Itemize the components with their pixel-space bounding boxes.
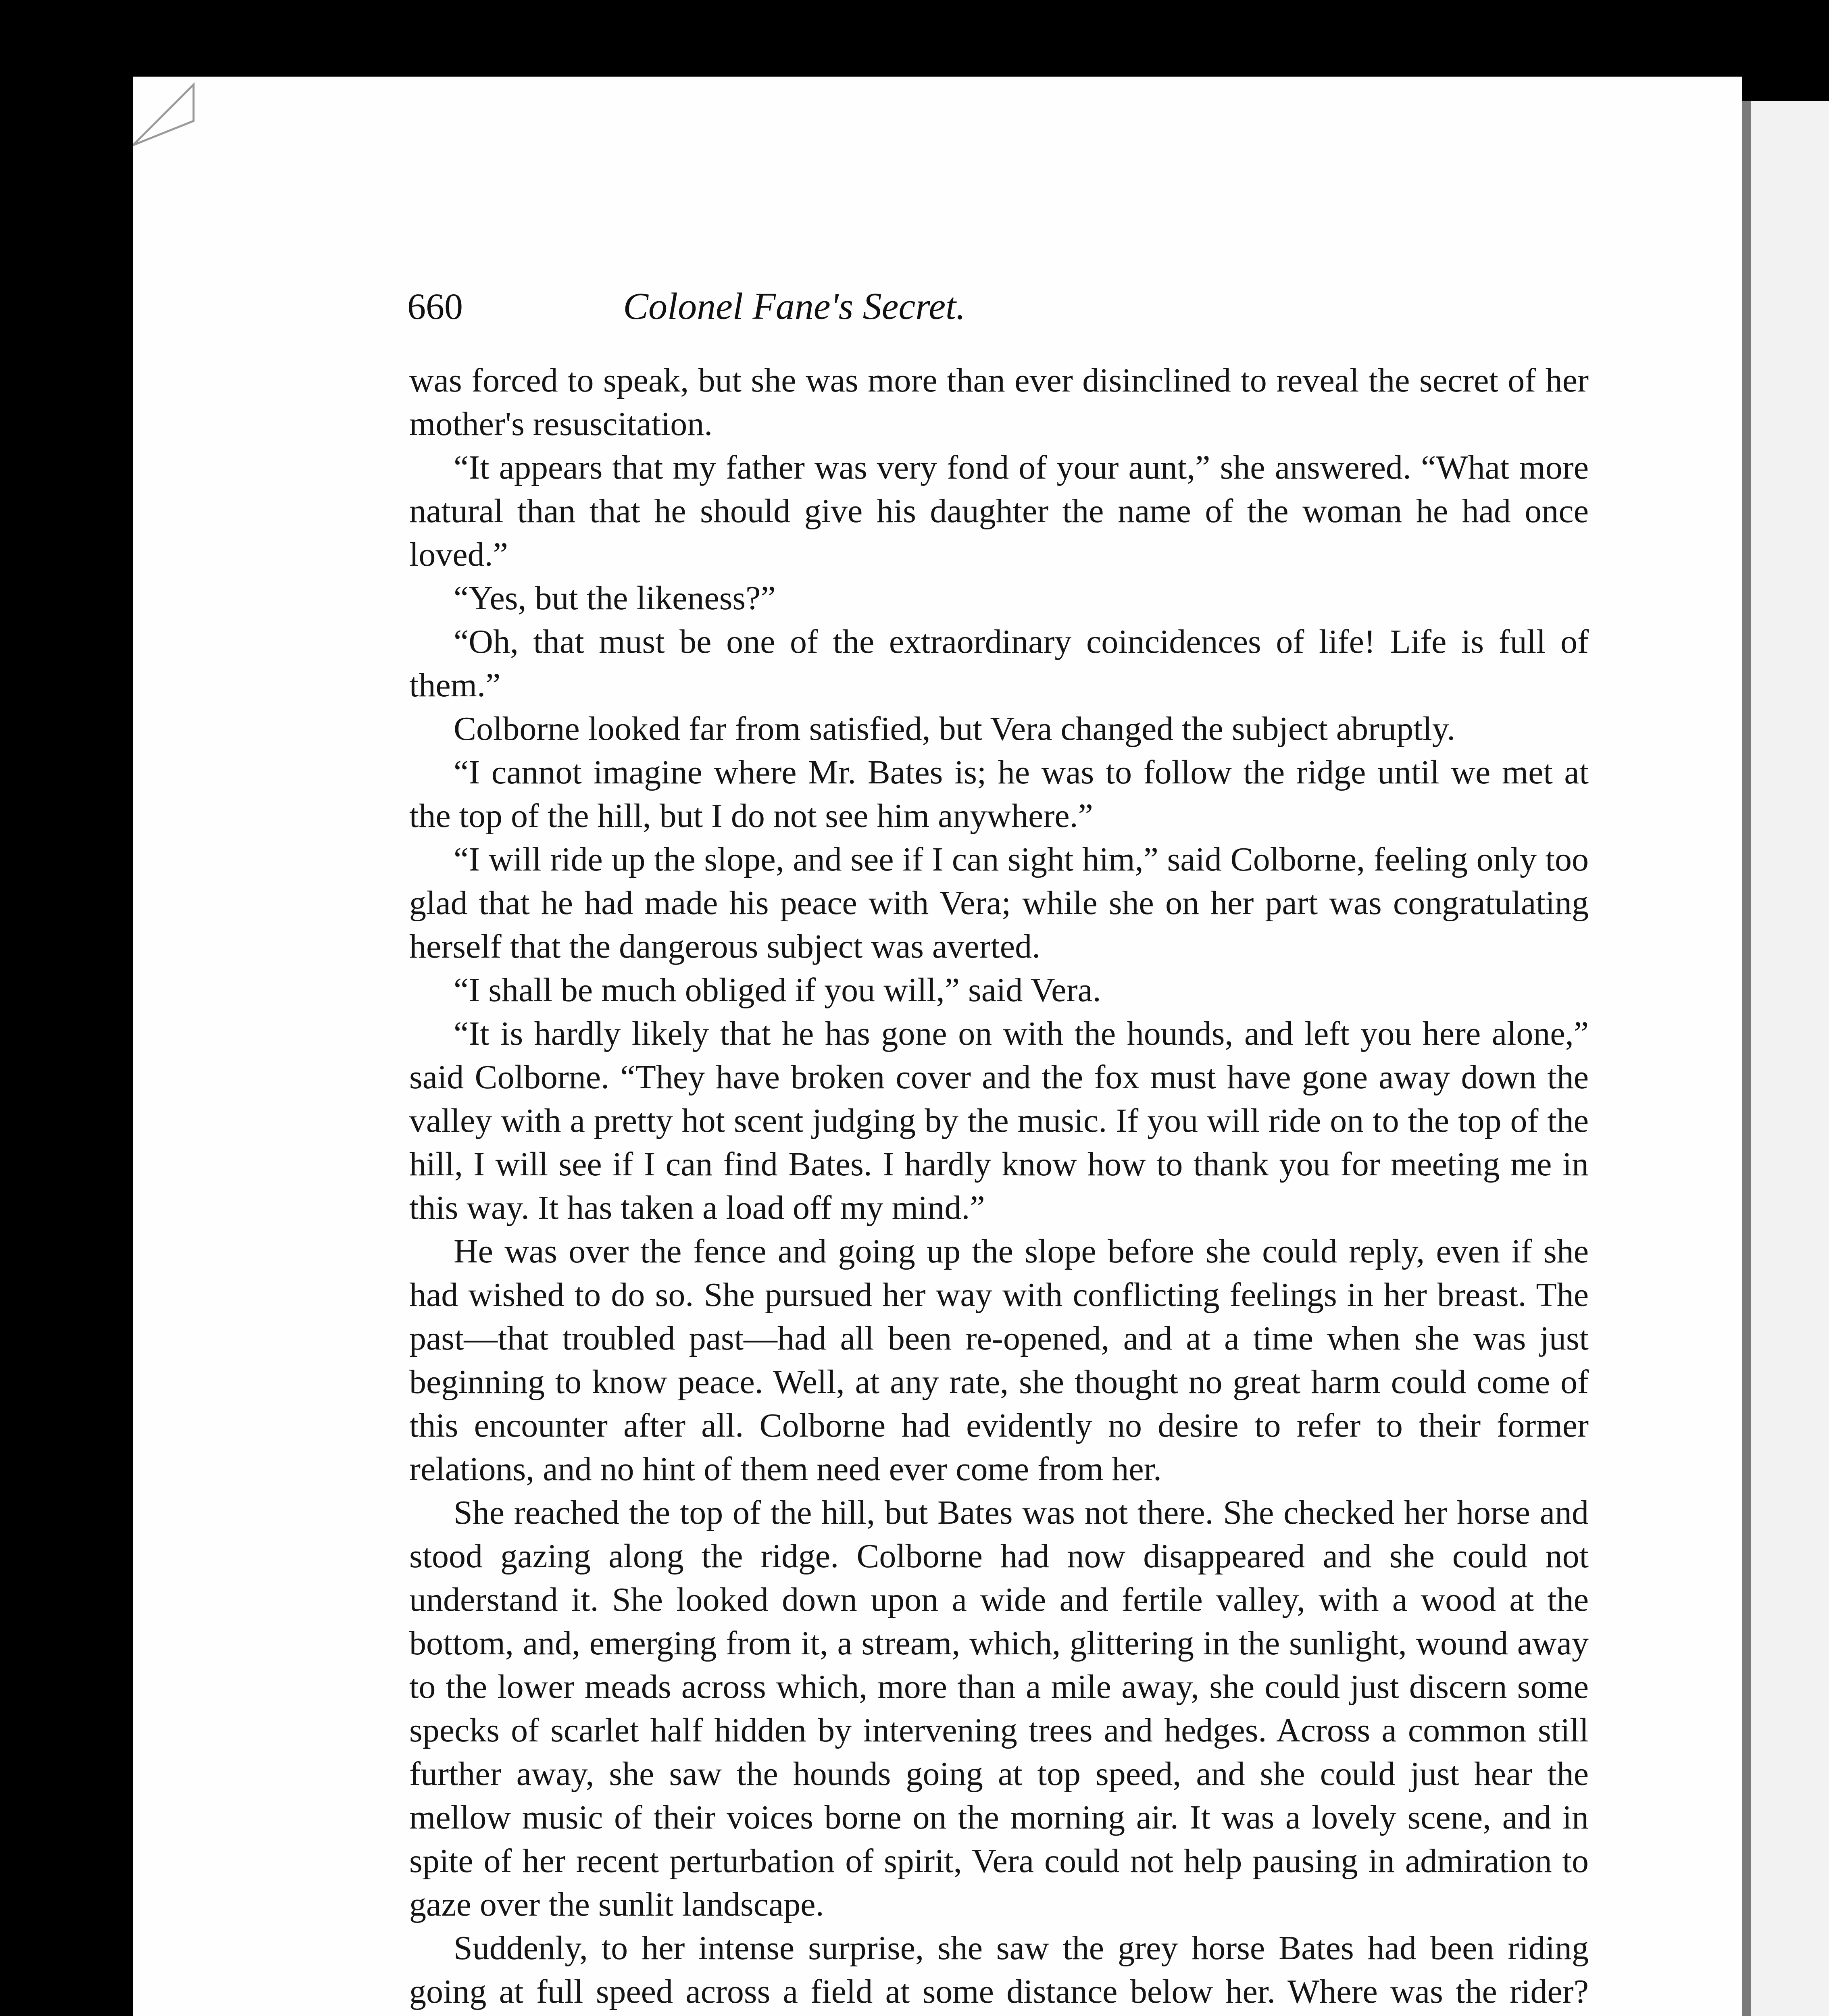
body-text <box>409 359 1589 2016</box>
running-header <box>407 278 1181 343</box>
running-title: Colonel Fane's Secret. <box>623 285 966 327</box>
paragraph: “I will ride up the slope, and see if I can sight him,” said Colborne, feeling only too glad that he had made his peace with Vera; while she on her part was congratulating herself that the dangerous subject was averted. <box>409 841 1589 965</box>
paragraph: Suddenly, to her intense surprise, she saw the grey horse Bates had been riding going at full speed across a field at some distance below her. Where was the rider? <box>409 1929 1589 2010</box>
paragraph: “I cannot imagine where Mr. Bates is; he was to follow the ridge until we met at the top of the hill, but I do not see him anywhere.” <box>409 754 1589 835</box>
paragraph: “It is hardly likely that he has gone on with the hounds, and left you here alone,” said Colborne. “They have broken cover and the fox must have gone away down the valley with a pretty hot scent judging by the music. If you will ride on to the top of the hill, I will see if I can find Bates. I hardly know how to thank you for meeting me in this way. It has taken a load off my mind.” <box>409 1015 1589 1227</box>
corner-fold-mark <box>133 77 206 149</box>
paragraph: He was over the fence and going up the slope before she could reply, even if she had wished to do so. She pursued her way with conflicting feelings in her breast. The past—that troubled past—had all been re-opened, and at a time when she was just beginning to know peace. Well, at any rate, she thought no great harm could come of this encounter after all. Colborne had evidently no desire to refer to their former relations, and no hint of them need ever come from her. <box>409 1233 1589 1488</box>
paragraph: “It appears that my father was very fond of your aunt,” she answered. “What more natural than that he should give his daughter the name of the woman he had once loved.” <box>409 449 1589 573</box>
paragraph: “Oh, that must be one of the extraordinary coincidences of life! Life is full of them.” <box>409 623 1589 704</box>
adjacent-page-edge <box>1742 101 1829 2016</box>
paragraph: “Yes, but the likeness?” <box>454 579 776 617</box>
paragraph: She reached the top of the hill, but Bates was not there. She checked her horse and stood gazing along the ridge. Colborne had now disappeared and she could not understand it. She looked down upon a wide and fertile valley, with a wood at the bottom, and, emerging from it, a stream, which, glittering in the sunlight, wound away to the lower meads across which, more than a mile away, she could just discern some specks of scarlet half hidden by intervening trees and hedges. Across a common still further away, she saw the hounds going at top speed, and she could just hear the mellow music of their voices borne on the morning air. It was a lovely scene, and in spite of her recent perturbation of spirit, Vera could not help pausing in admiration to gaze over the sunlit landscape. <box>409 1494 1589 1923</box>
page-number: 660 <box>407 286 463 327</box>
paragraph: “I shall be much obliged if you will,” said Vera. <box>454 971 1101 1009</box>
paragraph: was forced to speak, but she was more than ever disinclined to reveal the secret of her mother's resuscitation. <box>409 362 1589 443</box>
paragraph: Colborne looked far from satisfied, but Vera changed the subject abruptly. <box>454 710 1456 748</box>
